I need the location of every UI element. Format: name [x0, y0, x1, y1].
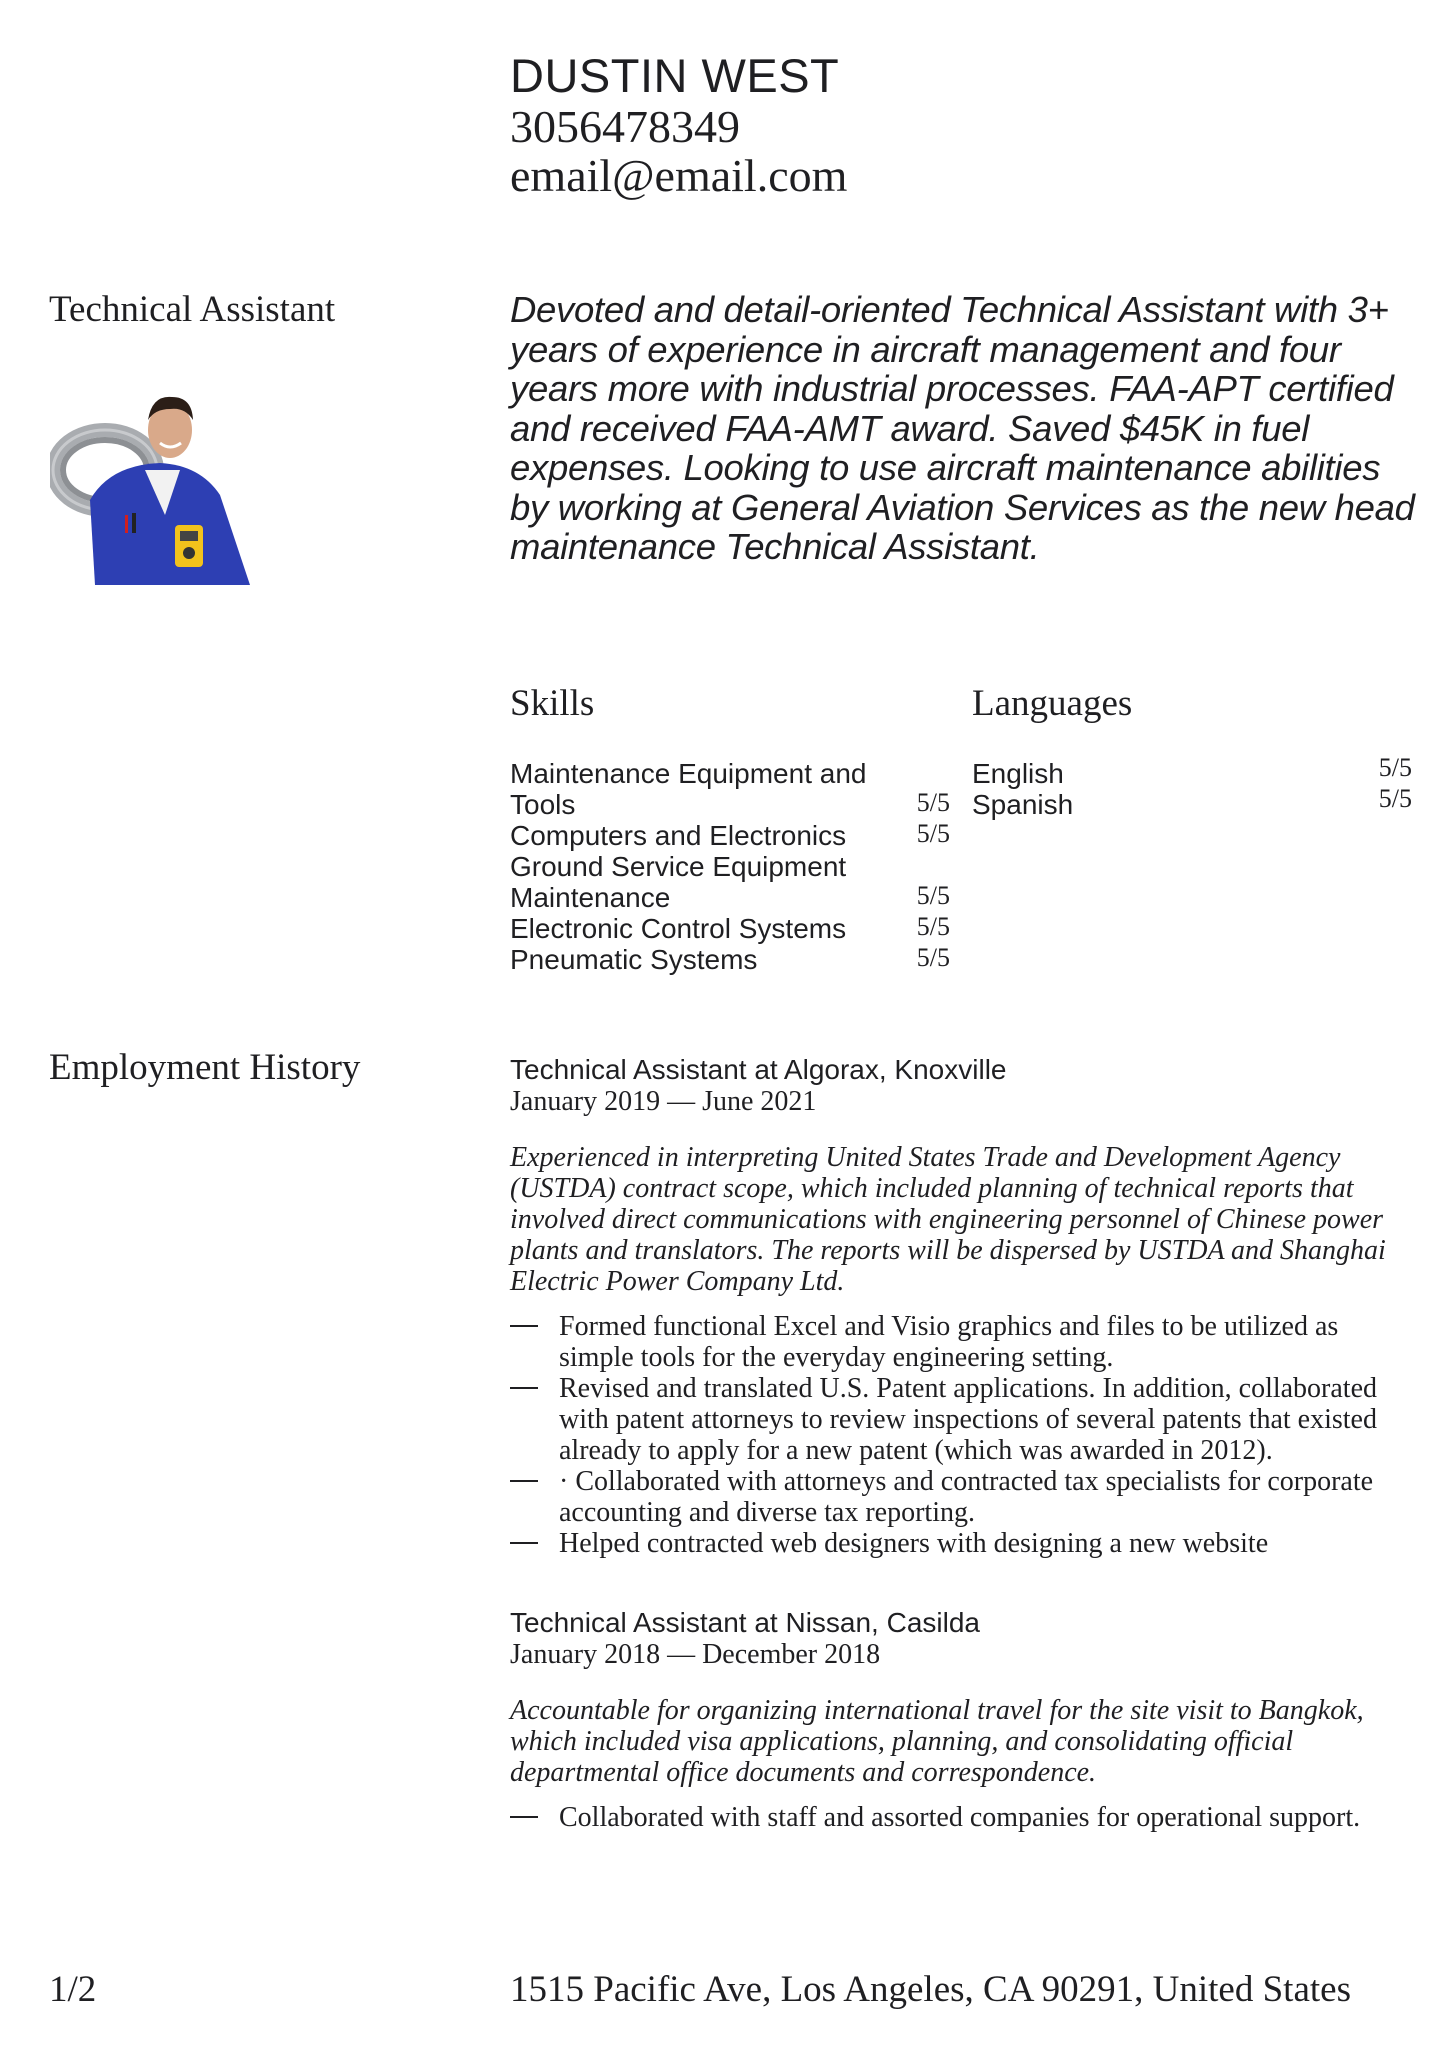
- dash-bullet-icon: [510, 1325, 538, 1327]
- skill-item: [510, 758, 950, 820]
- phone-number: 3056478349: [510, 101, 740, 152]
- skill-name: Ground Service Equipment Maintenance: [510, 851, 847, 913]
- skill-level: 5/5: [916, 788, 950, 817]
- skill-level: 5/5: [916, 943, 950, 972]
- resume-header: [510, 50, 847, 200]
- job-bullet: [510, 1311, 1415, 1373]
- skill-item: [510, 944, 950, 975]
- job-entry: [510, 1054, 1415, 1559]
- bullet-text: Revised and translated U.S. Patent applications. In addition, collaborated with patent attorneys to review inspections of several patents that existed already to apply for a new patent (which was awarded in 2012).: [559, 1373, 1378, 1466]
- page-number: 1/2: [49, 1969, 97, 2010]
- language-level: 5/5: [1378, 753, 1412, 782]
- bullet-text: Collaborated with staff and assorted companies for operational support.: [559, 1802, 1361, 1833]
- language-name: English: [972, 758, 1064, 789]
- skill-level: 5/5: [916, 881, 950, 910]
- profile-photo: [50, 385, 250, 585]
- skill-name: Maintenance Equipment and Tools: [510, 758, 867, 820]
- employment-history-heading: Employment History: [49, 1047, 361, 1088]
- dash-bullet-icon: [510, 1816, 538, 1818]
- job-bullet: [510, 1802, 1415, 1833]
- candidate-name: DUSTIN WEST: [510, 49, 840, 102]
- job-bullets: [510, 1802, 1415, 1833]
- job-entry: [510, 1607, 1415, 1833]
- skill-item: [510, 820, 950, 851]
- email-address: email@email.com: [510, 150, 848, 201]
- dash-bullet-icon: [510, 1542, 538, 1544]
- job-position: Technical Assistant at Algorax, Knoxville: [510, 1054, 1007, 1085]
- skill-level: 5/5: [916, 912, 950, 941]
- worker-photo-icon: [50, 385, 250, 585]
- job-bullet: [510, 1528, 1415, 1559]
- profile-summary: Devoted and detail-oriented Technical Assistant with 3+ years of experience in aircraft management and four years more with industrial processes. FAA-APT certified and received FAA-AMT award. Saved $45K in fuel expenses. Looking to use aircraft maintenance abilities by working at General Aviation Services as the new head maintenance Technical Assistant.: [510, 289, 1415, 567]
- dash-bullet-icon: [510, 1387, 538, 1389]
- job-description: Accountable for organizing international travel for the site visit to Bangkok, which included visa applications, planning, and consolidating official departmental office documents and correspondence.: [510, 1695, 1364, 1788]
- skill-name: Pneumatic Systems: [510, 944, 758, 975]
- language-name: Spanish: [972, 789, 1074, 820]
- skill-level: 5/5: [916, 819, 950, 848]
- job-bullet: [510, 1373, 1415, 1466]
- bullet-text: Helped contracted web designers with designing a new website: [559, 1528, 1269, 1559]
- skill-name: Computers and Electronics: [510, 820, 847, 851]
- job-description: Experienced in interpreting United States Trade and Development Agency (USTDA) contract scope, which included planning of technical reports that involved direct communications with engineering personnel of Chinese power plants and translators. The reports will be dispersed by USTDA and Shanghai Electric Power Company Ltd.: [510, 1142, 1386, 1297]
- languages-heading: Languages: [972, 683, 1133, 724]
- dash-bullet-icon: [510, 1480, 538, 1482]
- skills-list: [510, 758, 950, 975]
- language-item: [972, 784, 1412, 820]
- job-bullets: [510, 1311, 1415, 1559]
- language-item: [972, 753, 1412, 789]
- footer-address: 1515 Pacific Ave, Los Angeles, CA 90291, United States: [510, 1969, 1351, 2010]
- job-dates: January 2018 — December 2018: [510, 1639, 881, 1670]
- language-level: 5/5: [1378, 784, 1412, 813]
- job-title-heading: Technical Assistant: [49, 289, 336, 330]
- job-position: Technical Assistant at Nissan, Casilda: [510, 1607, 980, 1638]
- skills-heading: Skills: [510, 683, 595, 724]
- skill-item: [510, 913, 950, 944]
- languages-list: [972, 753, 1412, 820]
- skill-item: [510, 851, 950, 913]
- skill-name: Electronic Control Systems: [510, 913, 847, 944]
- job-dates: January 2019 — June 2021: [510, 1086, 817, 1117]
- job-bullet: [510, 1466, 1415, 1528]
- bullet-text: · Collaborated with attorneys and contracted tax specialists for corporate accounting and diverse tax reporting.: [559, 1466, 1374, 1528]
- bullet-text: Formed functional Excel and Visio graphics and files to be utilized as simple tools for the everyday engineering setting.: [559, 1311, 1339, 1373]
